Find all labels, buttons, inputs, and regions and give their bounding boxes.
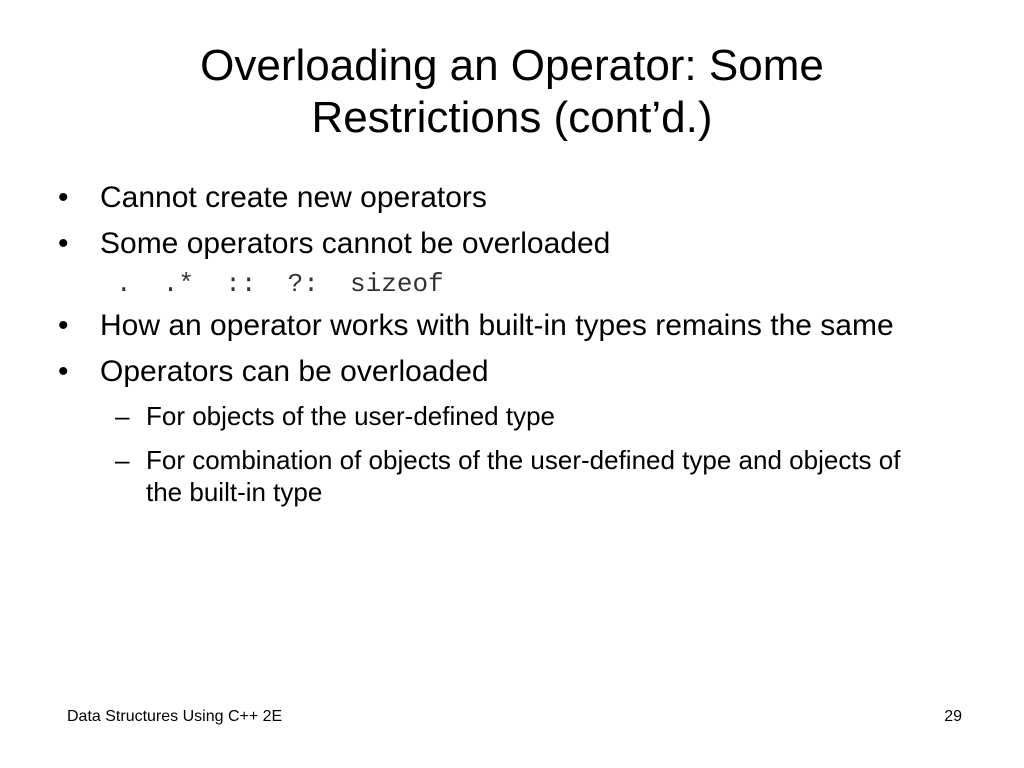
bullet-item (58, 226, 938, 262)
bullet-text: Cannot create new operators (100, 181, 487, 214)
bullet-item (58, 180, 938, 216)
footer-book-title: Data Structures Using C++ 2E (67, 708, 283, 725)
slide-title-line-2: Restrictions (cont’d.) (311, 93, 713, 142)
sub-bullet-item (58, 444, 938, 508)
bullet-item (58, 354, 938, 390)
dash-icon: – (115, 445, 130, 475)
slide-page-number: 29 (944, 708, 962, 725)
slide-title-line-1: Overloading an Operator: Some (200, 41, 824, 90)
bullet-icon: • (58, 181, 69, 214)
bullet-icon: • (58, 355, 69, 388)
sub-bullet-text: For objects of the user-defined type (146, 401, 556, 431)
sub-bullet-text: For combination of objects of the user-defined type and objects of the built-in type (146, 445, 901, 507)
slide-body (58, 180, 938, 508)
sub-bullet-item (58, 400, 938, 432)
bullet-icon: • (58, 227, 69, 260)
operator-list-code: . .* :: ?: sizeof (116, 269, 444, 299)
bullet-item (58, 308, 938, 344)
slide-title (60, 40, 964, 144)
bullet-text: Operators can be overloaded (100, 355, 489, 388)
bullet-icon: • (58, 309, 69, 342)
bullet-text: How an operator works with built-in types remains the same (100, 309, 894, 342)
bullet-text: Some operators cannot be overloaded (100, 227, 611, 260)
dash-icon: – (115, 401, 130, 431)
